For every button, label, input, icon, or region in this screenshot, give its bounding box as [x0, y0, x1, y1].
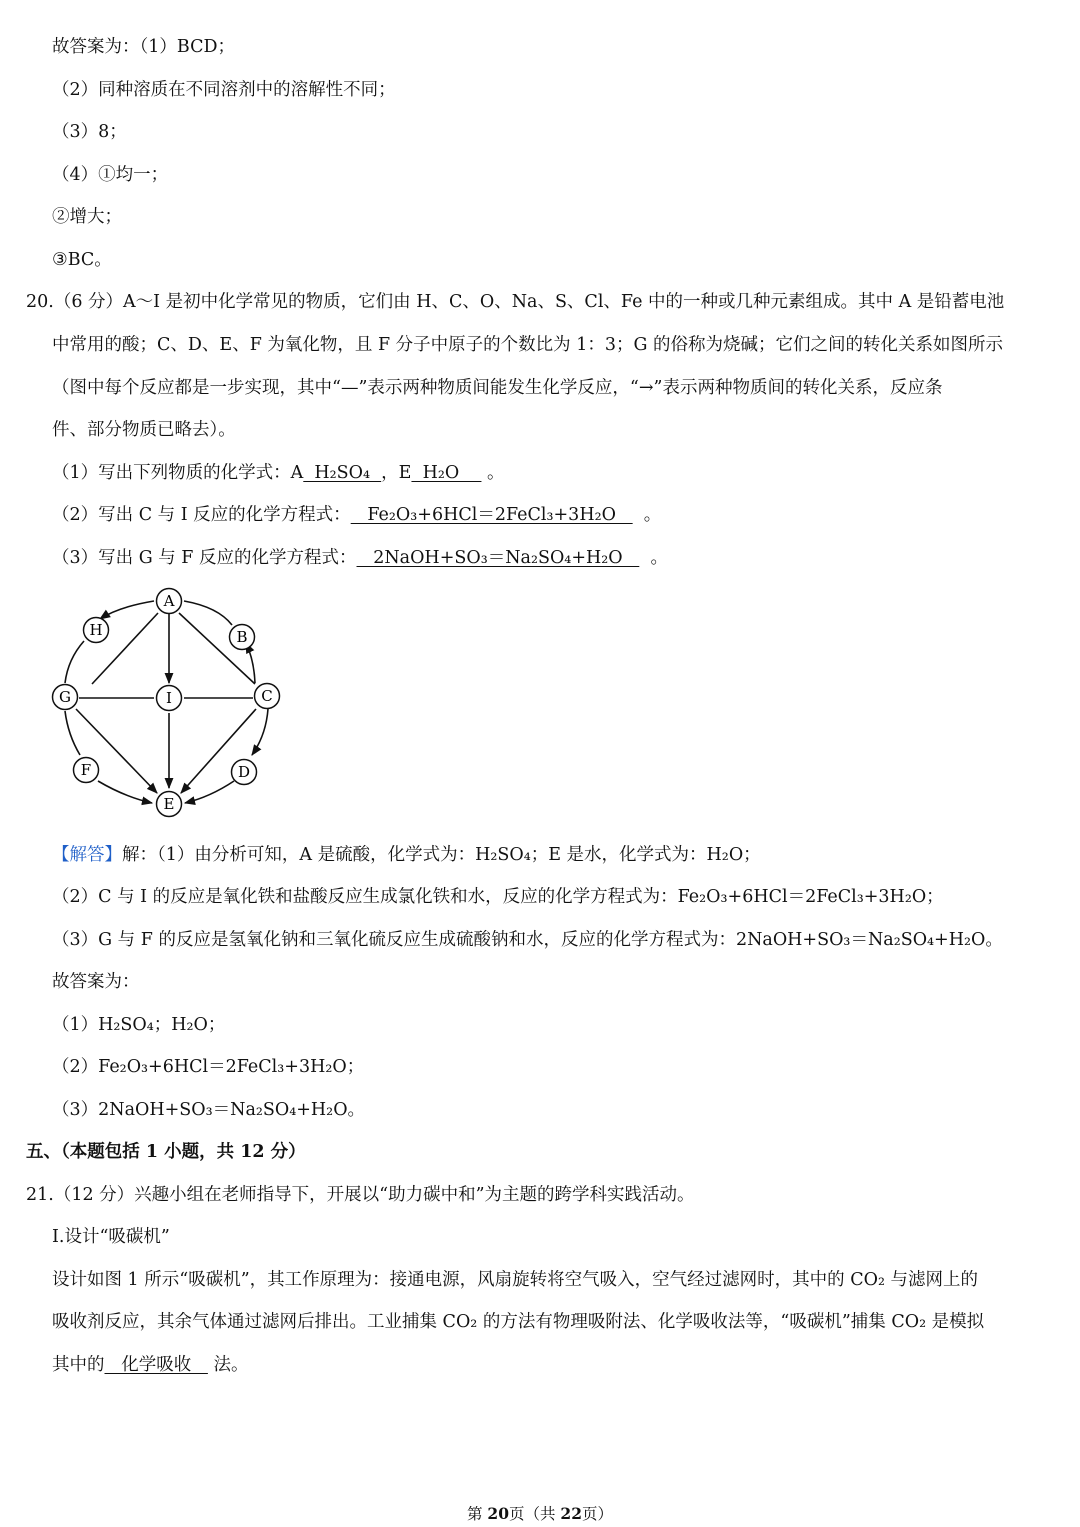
prev-answer-intro: 故答案为： — [52, 37, 140, 57]
q21-line3-prefix: 其中的 — [52, 1355, 105, 1375]
footer-mid: 页（共 — [508, 1505, 561, 1523]
q20-sub1-mid: ，E — [381, 463, 412, 483]
node-i — [157, 686, 182, 711]
q21-paragraph-line3 — [52, 1353, 248, 1377]
svg-text:B: B — [236, 628, 248, 646]
svg-text:F: F — [80, 761, 92, 779]
q20-sub2-prefix: （2）写出 C 与 I 反应的化学方程式： — [52, 505, 351, 525]
svg-text:A: A — [163, 592, 175, 610]
prev-answer-q1: （1）BCD； — [139, 37, 235, 57]
q21-paragraph-line1: 设计如图 1 所示“吸碳机”，其工作原理为：接通电源，风扇旋转将空气吸入，空气经过滤网时，其中的 CO₂ 与滤网上的 — [52, 1270, 979, 1290]
q20-sub1-e-answer: H₂O — [411, 463, 482, 483]
solution-line1-text: 解：（1）由分析可知，A 是硫酸，化学式为：H₂SO₄；E 是水，化学式为：H₂O； — [122, 845, 761, 865]
prev-answer-q2: （2）同种溶质在不同溶剂中的溶解性不同； — [52, 80, 396, 100]
arrow-f-e — [98, 781, 152, 803]
node-h — [84, 618, 109, 643]
footer-suffix: 页） — [582, 1505, 614, 1523]
svg-text:I: I — [166, 689, 172, 707]
q20-sub3-prefix: （3）写出 G 与 F 反应的化学方程式： — [52, 548, 357, 568]
solution-line2: （2）C 与 I 的反应是氧化铁和盐酸反应生成氯化铁和水，反应的化学方程式为：Fe₂O₃+6HCl＝2FeCl₃+3H₂O； — [52, 887, 944, 907]
footer-page-number: 20 — [487, 1504, 509, 1523]
footer-prefix: 第 — [466, 1505, 488, 1523]
q21-paragraph-line2: 吸收剂反应，其余气体通过滤网后排出。工业捕集 CO₂ 的方法有物理吸附法、化学吸收法等，“吸碳机”捕集 CO₂ 是模拟 — [52, 1312, 985, 1332]
arrow-d-e — [185, 781, 234, 803]
svg-text:G: G — [59, 688, 71, 706]
q20-sub2 — [52, 503, 661, 527]
reaction-diagram — [40, 585, 290, 825]
q20-sub3 — [52, 546, 668, 570]
q20-sub3-answer: 2NaOH+SO₃＝Na₂SO₄+H₂O — [356, 548, 640, 568]
q20-sub1 — [52, 461, 505, 485]
node-f — [74, 758, 99, 783]
q20-sub1-prefix: （1）写出下列物质的化学式：A — [52, 463, 304, 483]
solution-line3: （3）G 与 F 的反应是氢氧化钠和三氧化硫反应生成硫酸钠和水，反应的化学方程式为：2NaOH+SO₃＝Na₂SO₄+H₂O。 — [52, 930, 1003, 950]
q20-sub2-suffix: 。 — [643, 505, 662, 525]
q20-stem-line2: 中常用的酸；C、D、E、F 为氧化物，且 F 分子中原子的个数比为 1：3；G 的俗称为烧碱；它们之间的转化关系如图所示 — [52, 335, 1004, 355]
svg-text:E: E — [163, 795, 175, 813]
svg-text:D: D — [237, 763, 251, 781]
q20-stem-line4: 件、部分物质已略去）。 — [52, 420, 236, 440]
q20-stem-line1: 20.（6 分）A～I 是初中化学常见的物质，它们由 H、C、O、Na、S、Cl、Fe 中的一种或几种元素组成。其中 A 是铅蓄电池 — [26, 292, 1005, 312]
solution-answer-3: （3）2NaOH+SO₃＝Na₂SO₄+H₂O。 — [52, 1100, 366, 1120]
prev-answer-q1-wrapper — [52, 35, 235, 59]
svg-text:C: C — [261, 687, 273, 705]
section5-heading: 五、（本题包括 1 小题，共 12 分） — [26, 1142, 306, 1162]
arrow-a-h — [100, 601, 154, 619]
solution-answer-2: （2）Fe₂O₃+6HCl＝2FeCl₃+3H₂O； — [52, 1057, 365, 1077]
arrow-c-d — [252, 709, 268, 755]
node-a — [157, 589, 182, 614]
q20-sub2-answer: Fe₂O₃+6HCl＝2FeCl₃+3H₂O — [350, 505, 633, 525]
svg-text:H: H — [89, 621, 103, 639]
q21-stem: 21.（12 分）兴趣小组在老师指导下，开展以“助力碳中和”为主题的跨学科实践活动。 — [26, 1185, 695, 1205]
q20-sub1-a-answer: H₂SO₄ — [303, 463, 382, 483]
node-c — [255, 684, 280, 709]
q20-stem-line3: （图中每个反应都是一步实现，其中“—”表示两种物质间能发生化学反应，“→”表示两种物质间的转化关系，反应条 — [52, 378, 943, 398]
footer-total-pages: 22 — [560, 1504, 582, 1523]
line-g-f — [65, 711, 80, 755]
prev-answer-q3: （3）8； — [52, 122, 127, 142]
solution-answer-intro: 故答案为： — [52, 972, 140, 992]
q21-line3-answer: 化学吸收 — [104, 1355, 208, 1375]
q21-part1-title: Ⅰ.设计“吸碳机” — [52, 1227, 170, 1247]
prev-answer-q4-3: ③BC。 — [52, 250, 112, 270]
node-g — [53, 685, 78, 710]
q20-sub3-suffix: 。 — [650, 548, 668, 568]
q20-sub1-suffix: 。 — [487, 463, 505, 483]
solution-tag: 【解答】 — [52, 845, 122, 865]
node-e — [157, 792, 182, 817]
prev-answer-q4-2: ②增大； — [52, 207, 122, 227]
solution-answer-1: （1）H₂SO₄；H₂O； — [52, 1015, 226, 1035]
node-b — [230, 625, 255, 650]
node-d — [232, 760, 257, 785]
prev-answer-q4-1: （4）①均一； — [52, 165, 169, 185]
line-a-b — [184, 601, 232, 625]
page-footer — [0, 1504, 1080, 1524]
line-g-h — [65, 641, 84, 683]
q21-line3-suffix: 法。 — [207, 1355, 249, 1375]
solution-line1 — [52, 843, 761, 867]
